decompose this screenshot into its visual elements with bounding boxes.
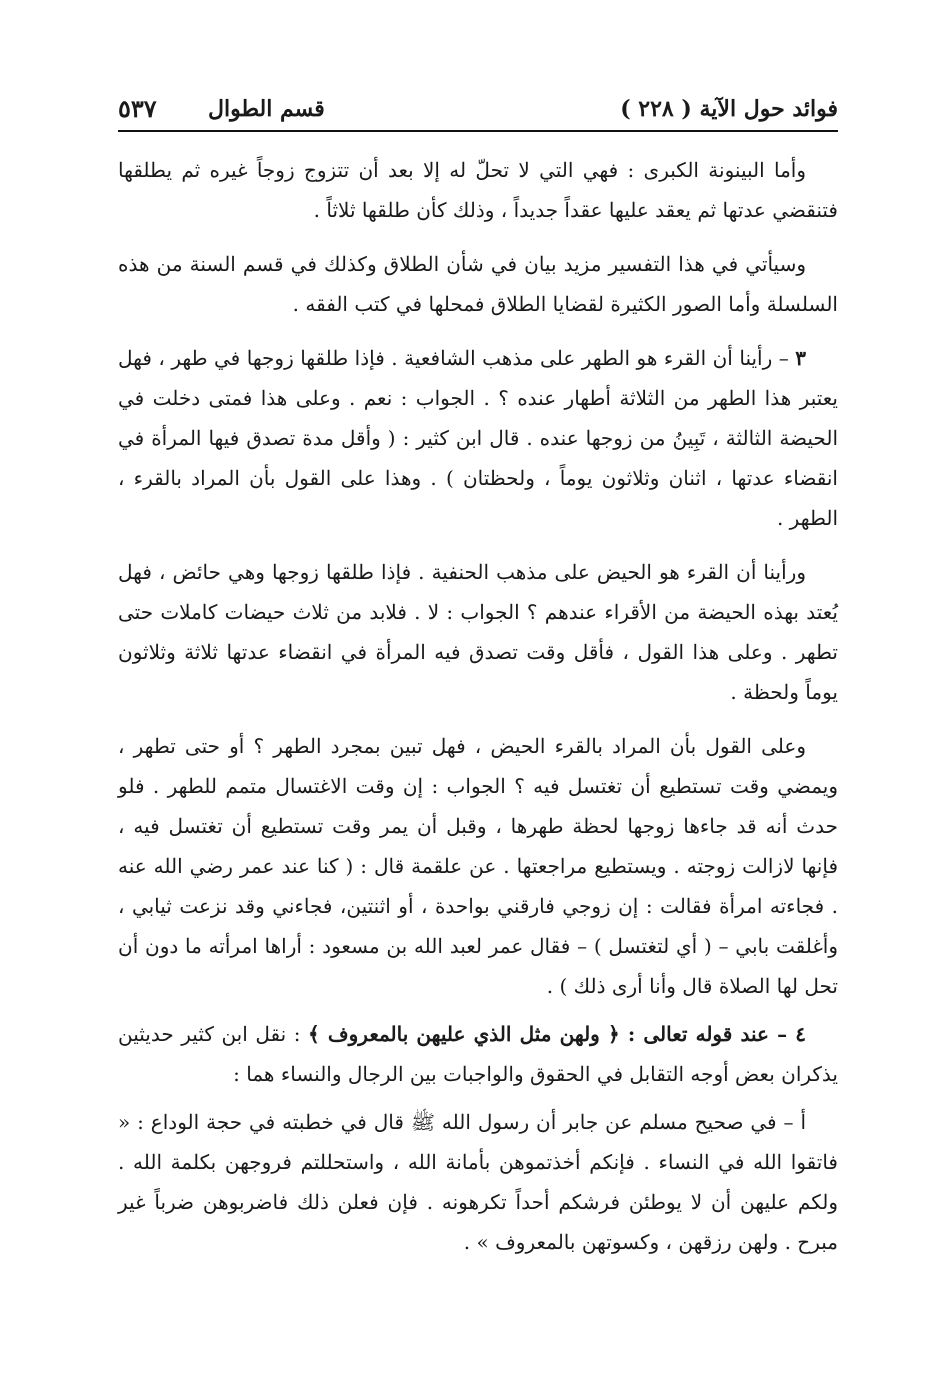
paragraph-point-4 bbox=[118, 1014, 838, 1094]
paragraph-text: – رأينا أن القرء هو الطهر على مذهب الشافعية . فإذا طلقها زوجها في طهر ، فهل يعتبر هذا الطهر من الثلاثة أطهار عنده ؟ . الجواب : نعم . وعلى هذا فمتى دخلت في الحيضة الثالثة ، تَبِينُ من زوجها عنده . قال ابن كثير : ( وأقل مدة تصدق فيها المرأة في انقضاء عدتها ، اثنان وثلاثون يوماً ، ولحظتان ) . وهذا على القول بأن المراد بالقرء ، الطهر . bbox=[118, 346, 838, 530]
paragraph-major-separation: وأما البينونة الكبرى : فهي التي لا تحلّ له إلا بعد أن تتزوج زوجاً غيره ثم يطلقها فتنقضي عدتها ثم يعقد عليها عقداً جديداً ، وذلك كأن طلقها ثلاثاً . bbox=[118, 158, 838, 222]
verse-heading: – عند قوله تعالى : ﴿ ولهن مثل الذي عليهن بالمعروف ﴾ bbox=[308, 1022, 796, 1046]
paragraph-hanafi-view: ورأينا أن القرء هو الحيض على مذهب الحنفية . فإذا طلقها زوجها وهي حائض ، فهل يُعتد بهذه الحيضة من الأقراء عندهم ؟ الجواب : لا . فلابد من ثلاث حيضات كاملات حتى تطهر . وعلى هذا القول ، فأقل وقت تصدق فيه المرأة في انقضاء عدتها ثلاثة وثلاثون يوماً ولحظة . bbox=[118, 560, 838, 704]
running-header bbox=[118, 88, 838, 132]
point-number: ٣ bbox=[795, 346, 806, 370]
page-body bbox=[118, 150, 838, 1276]
paragraph-hadith-a: أ – في صحيح مسلم عن جابر أن رسول الله ﷺ قال في خطبته في حجة الوداع : « فاتقوا الله في النساء . فإنكم أخذتموهن بأمانة الله ، واستحللتم فروجهن بكلمة الله . ولكم عليهن أن لا يوطئن فرشكم أحداً تكرهونه . فإن فعلن ذلك فاضربوهن ضرباً غير مبرح . ولهن رزقهن ، وكسوتهن بالمعروف » . bbox=[118, 1110, 838, 1254]
book-title: فوائد حول الآية ( ٢٢٨ ) bbox=[620, 96, 838, 122]
page-number: ٥٣٧ bbox=[118, 94, 157, 123]
paragraph-point-3 bbox=[118, 338, 838, 538]
header-rule bbox=[118, 130, 838, 132]
paragraph-further-explanation: وسيأتي في هذا التفسير مزيد بيان في شأن الطلاق وكذلك في قسم السنة من هذه السلسلة وأما الصور الكثيرة لقضايا الطلاق فمحلها في كتب الفقه . bbox=[118, 252, 838, 316]
section-name: قسم الطوال bbox=[208, 96, 325, 122]
paragraph-alqama-narration: وعلى القول بأن المراد بالقرء الحيض ، فهل تبين بمجرد الطهر ؟ أو حتى تطهر ، ويمضي وقت تستطيع أن تغتسل فيه ؟ الجواب : إن وقت الاغتسال متمم للطهر . فلو حدث أنه قد جاءها زوجها لحظة طهرها ، وقبل أن يمر وقت تستطيع أن تغتسل فيه ، فإنها لازالت زوجته . ويستطيع مراجعتها . عن علقمة قال : ( كنا عند عمر رضي الله عنه . فجاءته امرأة فقالت : إن زوجي فارقني بواحدة ، أو اثنتين، فجاءني وقد نزعت ثيابي ، وأغلقت بابي – ( أي لتغتسل ) – فقال عمر لعبد الله بن مسعود : أراها امرأته ما دون أن تحل لها الصلاة قال وأنا أرى ذلك ) . bbox=[118, 734, 838, 998]
paragraph-text: : نقل ابن كثير حديثين يذكران بعض أوجه التقابل في الحقوق والواجبات بين الرجال والنساء هما : bbox=[118, 1022, 838, 1086]
point-number: ٤ bbox=[795, 1022, 806, 1046]
